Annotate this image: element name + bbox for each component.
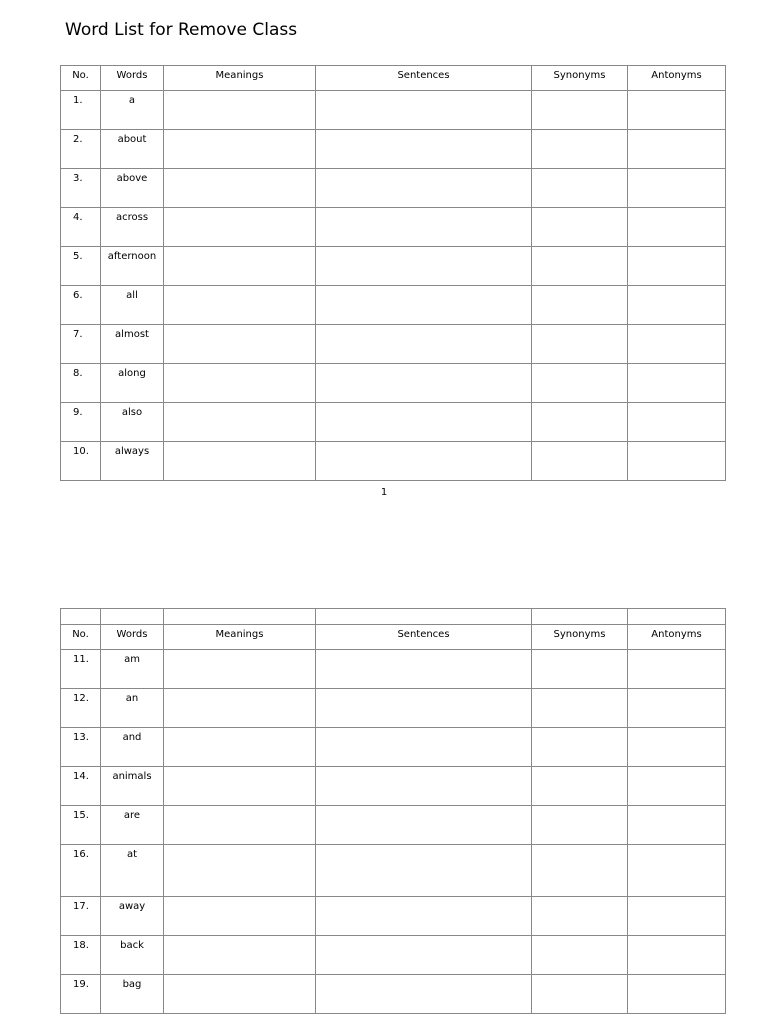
- table-row: [61, 130, 726, 169]
- synonym-cell[interactable]: [532, 728, 628, 767]
- page-number: 1: [380, 487, 388, 498]
- antonym-cell[interactable]: [628, 286, 726, 325]
- synonym-cell[interactable]: [532, 130, 628, 169]
- sentence-cell[interactable]: [316, 689, 532, 728]
- blank-cell: [316, 609, 532, 625]
- document-title: Word List for Remove Class: [65, 20, 298, 40]
- header-no: No.: [61, 625, 101, 650]
- antonym-cell[interactable]: [628, 91, 726, 130]
- row-number: 16.: [61, 845, 101, 897]
- sentence-cell[interactable]: [316, 130, 532, 169]
- table-row: [61, 442, 726, 481]
- row-word: almost: [101, 325, 164, 364]
- synonym-cell[interactable]: [532, 936, 628, 975]
- table-row: [61, 689, 726, 728]
- row-word: all: [101, 286, 164, 325]
- row-word: across: [101, 208, 164, 247]
- row-number: 9.: [61, 403, 101, 442]
- antonym-cell[interactable]: [628, 728, 726, 767]
- table-row: [61, 208, 726, 247]
- meaning-cell[interactable]: [164, 845, 316, 897]
- antonym-cell[interactable]: [628, 650, 726, 689]
- word-list-table-page-2: [60, 608, 726, 1014]
- table-header-row: [61, 625, 726, 650]
- header-no: No.: [61, 66, 101, 91]
- meaning-cell[interactable]: [164, 975, 316, 1014]
- row-number: 8.: [61, 364, 101, 403]
- row-number: 1.: [61, 91, 101, 130]
- antonym-cell[interactable]: [628, 442, 726, 481]
- synonym-cell[interactable]: [532, 650, 628, 689]
- meaning-cell[interactable]: [164, 403, 316, 442]
- row-number: 19.: [61, 975, 101, 1014]
- row-number: 13.: [61, 728, 101, 767]
- row-number: 12.: [61, 689, 101, 728]
- synonym-cell[interactable]: [532, 897, 628, 936]
- antonym-cell[interactable]: [628, 325, 726, 364]
- table-row: [61, 325, 726, 364]
- meaning-cell[interactable]: [164, 364, 316, 403]
- blank-cell: [532, 609, 628, 625]
- synonym-cell[interactable]: [532, 403, 628, 442]
- sentence-cell[interactable]: [316, 897, 532, 936]
- synonym-cell[interactable]: [532, 364, 628, 403]
- antonym-cell[interactable]: [628, 845, 726, 897]
- synonym-cell[interactable]: [532, 91, 628, 130]
- table-row: [61, 650, 726, 689]
- synonym-cell[interactable]: [532, 845, 628, 897]
- meaning-cell[interactable]: [164, 936, 316, 975]
- meaning-cell[interactable]: [164, 286, 316, 325]
- row-number: 10.: [61, 442, 101, 481]
- meaning-cell[interactable]: [164, 442, 316, 481]
- antonym-cell[interactable]: [628, 936, 726, 975]
- meaning-cell[interactable]: [164, 130, 316, 169]
- sentence-cell[interactable]: [316, 169, 532, 208]
- row-number: 18.: [61, 936, 101, 975]
- meaning-cell[interactable]: [164, 897, 316, 936]
- sentence-cell[interactable]: [316, 364, 532, 403]
- synonym-cell[interactable]: [532, 169, 628, 208]
- header-meanings: Meanings: [164, 625, 316, 650]
- meaning-cell[interactable]: [164, 91, 316, 130]
- sentence-cell[interactable]: [316, 91, 532, 130]
- synonym-cell[interactable]: [532, 208, 628, 247]
- row-word: afternoon: [101, 247, 164, 286]
- row-number: 6.: [61, 286, 101, 325]
- meaning-cell[interactable]: [164, 169, 316, 208]
- meaning-cell[interactable]: [164, 325, 316, 364]
- sentence-cell[interactable]: [316, 936, 532, 975]
- row-word: an: [101, 689, 164, 728]
- table-row: [61, 247, 726, 286]
- header-synonyms: Synonyms: [532, 66, 628, 91]
- table-row: [61, 767, 726, 806]
- table-row: [61, 845, 726, 897]
- header-meanings: Meanings: [164, 66, 316, 91]
- sentence-cell[interactable]: [316, 728, 532, 767]
- synonym-cell[interactable]: [532, 247, 628, 286]
- sentence-cell[interactable]: [316, 806, 532, 845]
- header-words: Words: [101, 625, 164, 650]
- row-word: away: [101, 897, 164, 936]
- antonym-cell[interactable]: [628, 403, 726, 442]
- header-sentences: Sentences: [316, 66, 532, 91]
- row-number: 2.: [61, 130, 101, 169]
- table-row: [61, 975, 726, 1014]
- synonym-cell[interactable]: [532, 442, 628, 481]
- antonym-cell[interactable]: [628, 169, 726, 208]
- meaning-cell[interactable]: [164, 806, 316, 845]
- row-word: also: [101, 403, 164, 442]
- sentence-cell[interactable]: [316, 247, 532, 286]
- sentence-cell[interactable]: [316, 325, 532, 364]
- blank-cell: [101, 609, 164, 625]
- row-word: am: [101, 650, 164, 689]
- antonym-cell[interactable]: [628, 897, 726, 936]
- row-number: 15.: [61, 806, 101, 845]
- synonym-cell[interactable]: [532, 806, 628, 845]
- antonym-cell[interactable]: [628, 130, 726, 169]
- synonym-cell[interactable]: [532, 689, 628, 728]
- table-row: [61, 364, 726, 403]
- sentence-cell[interactable]: [316, 442, 532, 481]
- antonym-cell[interactable]: [628, 975, 726, 1014]
- row-number: 14.: [61, 767, 101, 806]
- table-row: [61, 169, 726, 208]
- row-number: 5.: [61, 247, 101, 286]
- antonym-cell[interactable]: [628, 689, 726, 728]
- sentence-cell[interactable]: [316, 650, 532, 689]
- sentence-cell[interactable]: [316, 403, 532, 442]
- antonym-cell[interactable]: [628, 208, 726, 247]
- header-synonyms: Synonyms: [532, 625, 628, 650]
- word-list-table-page-1: [60, 65, 726, 481]
- sentence-cell[interactable]: [316, 845, 532, 897]
- meaning-cell[interactable]: [164, 689, 316, 728]
- meaning-cell[interactable]: [164, 767, 316, 806]
- row-word: always: [101, 442, 164, 481]
- row-number: 11.: [61, 650, 101, 689]
- sentence-cell[interactable]: [316, 286, 532, 325]
- synonym-cell[interactable]: [532, 325, 628, 364]
- header-antonyms: Antonyms: [628, 625, 726, 650]
- meaning-cell[interactable]: [164, 728, 316, 767]
- table-row: [61, 806, 726, 845]
- header-antonyms: Antonyms: [628, 66, 726, 91]
- antonym-cell[interactable]: [628, 364, 726, 403]
- antonym-cell[interactable]: [628, 767, 726, 806]
- row-word: back: [101, 936, 164, 975]
- row-number: 17.: [61, 897, 101, 936]
- blank-cell: [628, 609, 726, 625]
- table-row: [61, 286, 726, 325]
- meaning-cell[interactable]: [164, 650, 316, 689]
- antonym-cell[interactable]: [628, 806, 726, 845]
- antonym-cell[interactable]: [628, 247, 726, 286]
- table-row: [61, 936, 726, 975]
- header-words: Words: [101, 66, 164, 91]
- table-header-row: [61, 66, 726, 91]
- row-word: and: [101, 728, 164, 767]
- blank-cell: [61, 609, 101, 625]
- synonym-cell[interactable]: [532, 975, 628, 1014]
- meaning-cell[interactable]: [164, 208, 316, 247]
- synonym-cell[interactable]: [532, 767, 628, 806]
- row-number: 3.: [61, 169, 101, 208]
- row-word: a: [101, 91, 164, 130]
- row-word: animals: [101, 767, 164, 806]
- table-row: [61, 897, 726, 936]
- row-word: bag: [101, 975, 164, 1014]
- blank-cell: [164, 609, 316, 625]
- row-word: at: [101, 845, 164, 897]
- sentence-cell[interactable]: [316, 208, 532, 247]
- row-word: are: [101, 806, 164, 845]
- synonym-cell[interactable]: [532, 286, 628, 325]
- row-word: about: [101, 130, 164, 169]
- sentence-cell[interactable]: [316, 975, 532, 1014]
- table-row: [61, 91, 726, 130]
- sentence-cell[interactable]: [316, 767, 532, 806]
- row-number: 7.: [61, 325, 101, 364]
- row-word: above: [101, 169, 164, 208]
- row-word: along: [101, 364, 164, 403]
- blank-header-row: [61, 609, 726, 625]
- table-row: [61, 728, 726, 767]
- row-number: 4.: [61, 208, 101, 247]
- header-sentences: Sentences: [316, 625, 532, 650]
- table-row: [61, 403, 726, 442]
- meaning-cell[interactable]: [164, 247, 316, 286]
